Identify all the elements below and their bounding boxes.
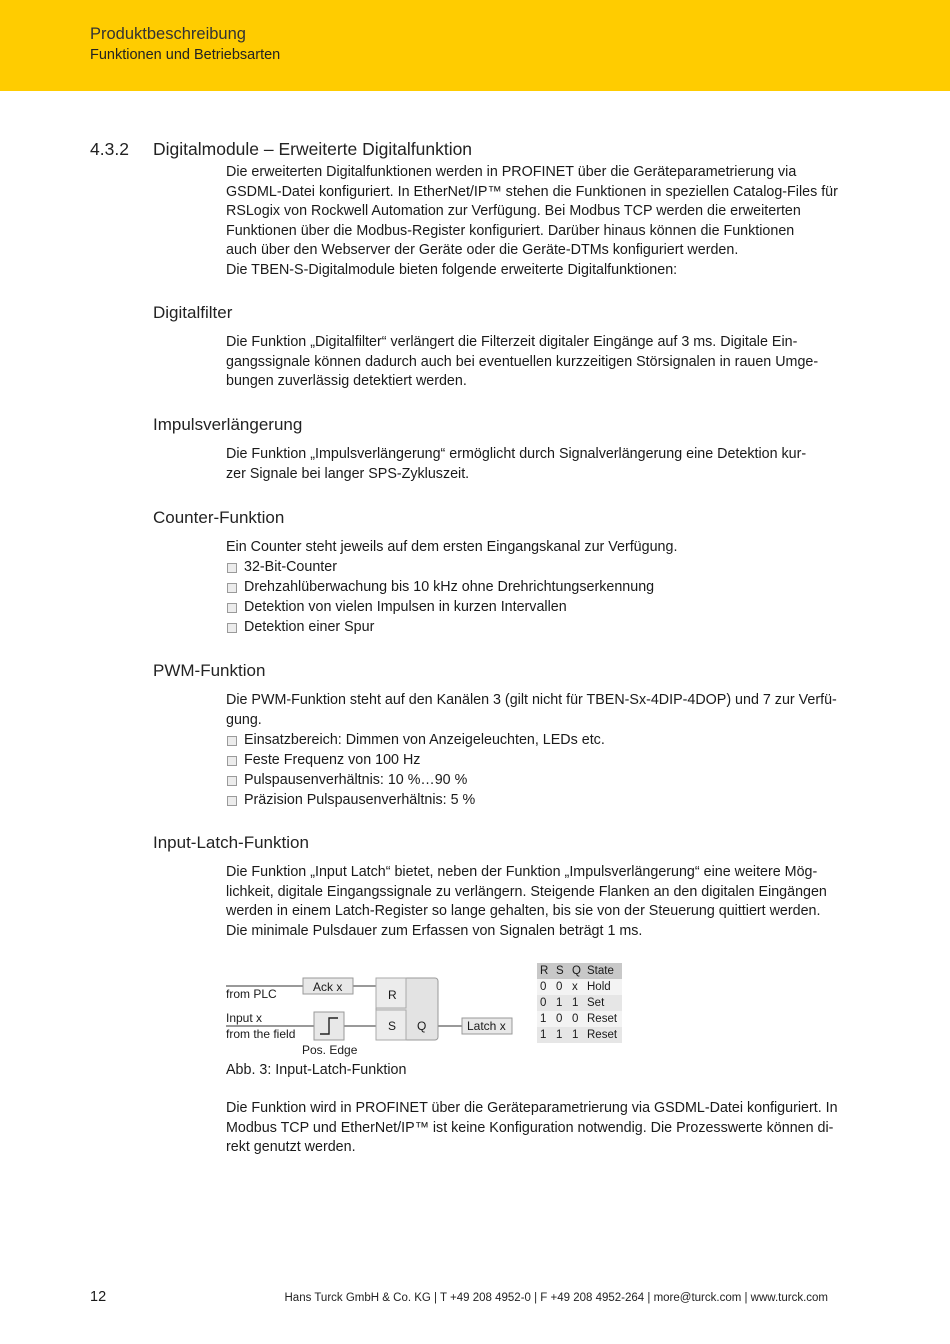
table-cell: 1 xyxy=(537,1027,553,1043)
table-cell: Hold xyxy=(584,979,622,995)
list-item: Detektion einer Spur xyxy=(226,617,654,637)
intro-line: Funktionen über die Modbus-Register konfiguriert. Darüber hinaus können die Funktionen xyxy=(226,222,795,239)
text-line: werden in einem Latch-Register so lange gehalten, bis sie von der Steuerung quittiert werden. xyxy=(226,903,821,919)
latch-output-label: Latch x xyxy=(467,1019,506,1033)
pwm-heading: PWM-Funktion xyxy=(153,661,266,680)
table-cell: Reset xyxy=(584,1011,622,1027)
table-row xyxy=(537,979,622,995)
from-field-label: from the field xyxy=(226,1027,296,1041)
text-line: gangssignale können dadurch auch bei eventuellen kurzzeitigen Störsignalen in rauen Umge- xyxy=(226,353,819,370)
text-line: Die Funktion wird in PROFINET über die Geräteparametrierung via GSDML-Datei konfiguriert. In xyxy=(226,1100,838,1116)
text-line: lichkeit, digitale Eingangssignale zu verlängern. Steigende Flanken an den digitalen Eingängen xyxy=(226,883,827,900)
column-header: Q xyxy=(569,963,584,979)
intro-line: Die erweiterten Digitalfunktionen werden in PROFINET über die Geräteparametrierung via xyxy=(226,164,797,180)
table-row xyxy=(537,1011,622,1027)
text-line: rekt genutzt werden. xyxy=(226,1139,356,1155)
text-line: zer Signale bei langer SPS-Zykluszeit. xyxy=(226,465,470,482)
table-cell: Reset xyxy=(584,1027,622,1043)
list-item: Drehzahlüberwachung bis 10 kHz ohne Drehrichtungserkennung xyxy=(226,577,654,597)
text-line: Die PWM-Funktion steht auf den Kanälen 3 (gilt nicht für TBEN-Sx-4DIP-4DOP) und 7 zur Verfü- xyxy=(226,692,837,708)
counter-heading: Counter-Funktion xyxy=(153,508,285,527)
list-item: Detektion von vielen Impulsen in kurzen Intervallen xyxy=(226,597,654,617)
truth-table xyxy=(537,963,622,1043)
r-label: R xyxy=(388,988,397,1002)
table-row xyxy=(537,1027,622,1043)
text-line: Die Funktion „Impulsverlängerung“ ermöglicht durch Signalverlängerung eine Detektion kur- xyxy=(226,446,807,462)
section-number: 4.3.2 xyxy=(90,139,129,159)
list-item: 32-Bit-Counter xyxy=(226,557,654,577)
table-cell: 1 xyxy=(553,995,569,1011)
table-cell: 1 xyxy=(569,1027,584,1043)
text-line: gung. xyxy=(226,711,262,728)
section-title: Digitalmodule – Erweiterte Digitalfunktion xyxy=(153,139,473,159)
text-line: Die minimale Pulsdauer zum Erfassen von Signalen beträgt 1 ms. xyxy=(226,922,643,939)
table-cell: 0 xyxy=(553,979,569,995)
from-plc-label: from PLC xyxy=(226,987,277,1001)
table-cell: 0 xyxy=(569,1011,584,1027)
column-header: R xyxy=(537,963,553,979)
text-line: Modbus TCP und EtherNet/IP™ ist keine Konfiguration notwendig. Die Prozesswerte können di- xyxy=(226,1119,834,1136)
intro-line: auch über den Webserver der Geräte oder die Geräte-DTMs konfiguriert werden. xyxy=(226,242,739,258)
latch-after-text xyxy=(226,1099,861,1158)
table-header-row xyxy=(537,963,622,979)
table-cell: 1 xyxy=(569,995,584,1011)
latch-heading: Input-Latch-Funktion xyxy=(153,833,309,852)
intro-line: RSLogix von Rockwell Automation zur Verfügung. Bei Modbus TCP werden die erweiterten xyxy=(226,203,801,219)
text-line: Die Funktion „Input Latch“ bietet, neben der Funktion „Impulsverlängerung“ eine weitere Mög- xyxy=(226,864,818,880)
column-header: S xyxy=(553,963,569,979)
intro-line: GSDML-Datei konfiguriert. In EtherNet/IP™ stehen die Funktionen in speziellen Catalog-Files für xyxy=(226,183,838,200)
intro-line: Die TBEN-S-Digitalmodule bieten folgende erweiterte Digitalfunktionen: xyxy=(226,261,678,278)
header-title: Produktbeschreibung xyxy=(90,25,246,43)
q-label: Q xyxy=(417,1019,427,1033)
list-item: Präzision Pulspausenverhältnis: 5 % xyxy=(226,790,605,810)
figure-caption: Abb. 3: Input-Latch-Funktion xyxy=(226,1062,407,1078)
s-label: S xyxy=(388,1019,397,1033)
text-line: Die Funktion „Digitalfilter“ verlängert die Filterzeit digitaler Eingänge auf 3 ms. Digitale Ein- xyxy=(226,334,798,350)
list-item: Feste Frequenz von 100 Hz xyxy=(226,750,605,770)
table-cell: x xyxy=(569,979,584,995)
impuls-heading: Impulsverlängerung xyxy=(153,415,303,434)
digitalfilter-heading: Digitalfilter xyxy=(153,303,233,322)
table-cell: 1 xyxy=(537,1011,553,1027)
table-cell: 1 xyxy=(553,1027,569,1043)
ack-label: Ack x xyxy=(313,980,343,994)
table-cell: Set xyxy=(584,995,622,1011)
table-cell: 0 xyxy=(537,995,553,1011)
input-x-label: Input x xyxy=(226,1011,263,1025)
column-header: State xyxy=(584,963,622,979)
list-item: Einsatzbereich: Dimmen von Anzeigeleuchten, LEDs etc. xyxy=(226,730,605,750)
list-item: Pulspausenverhältnis: 10 %…90 % xyxy=(226,770,605,790)
pos-edge-label: Pos. Edge xyxy=(302,1043,358,1057)
header-subtitle: Funktionen und Betriebsarten xyxy=(90,47,281,63)
text-line: bungen zuverlässig detektiert werden. xyxy=(226,373,467,389)
page-number: 12 xyxy=(90,1289,107,1305)
table-cell: 0 xyxy=(537,979,553,995)
text-line: Ein Counter steht jeweils auf dem ersten Eingangskanal zur Verfügung. xyxy=(226,539,678,555)
table-row xyxy=(537,995,622,1011)
table-cell: 0 xyxy=(553,1011,569,1027)
footer-contact: Hans Turck GmbH & Co. KG | T +49 208 4952-0 | F +49 208 4952-264 | more@turck.com | www.turck.com xyxy=(284,1292,828,1304)
